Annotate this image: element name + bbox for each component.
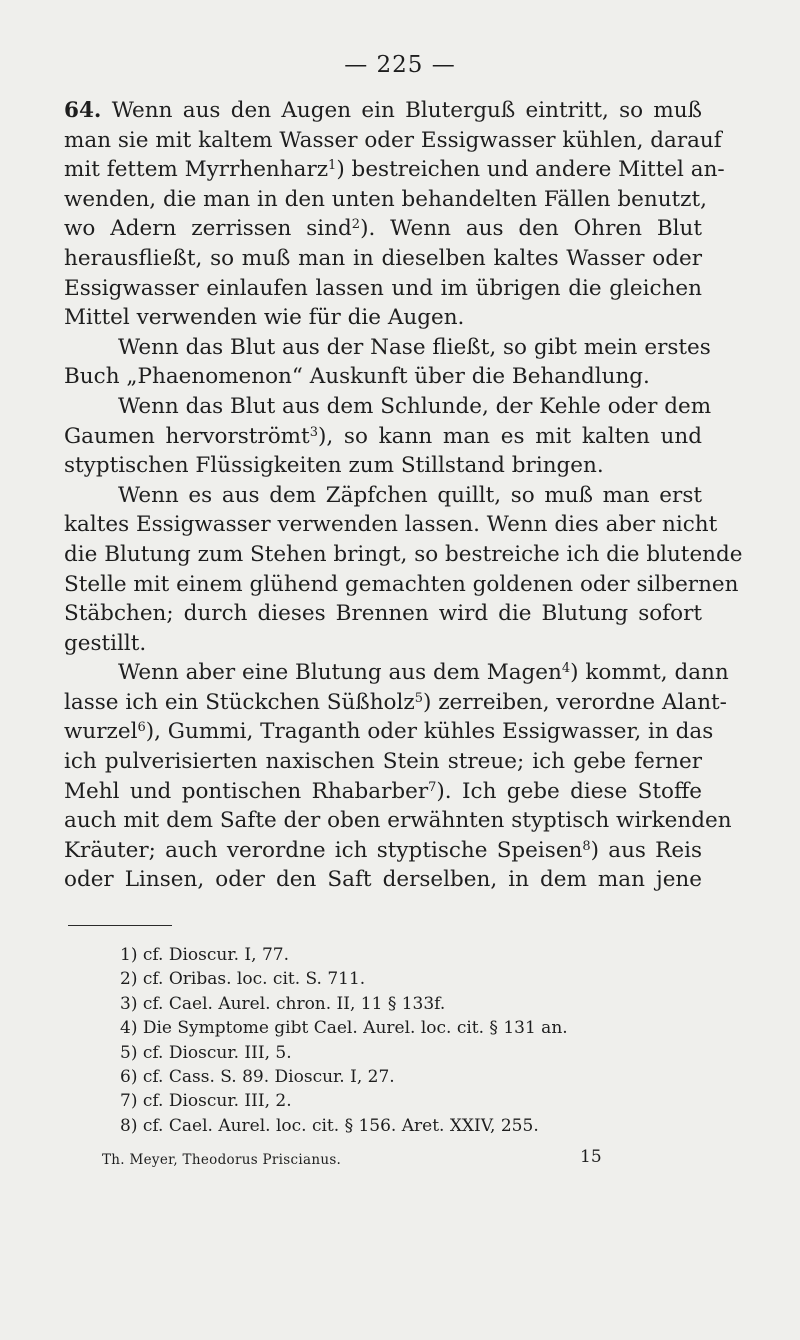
text-line: man sie mit kaltem Wasser oder Essigwasser kühlen, darauf xyxy=(64,127,722,153)
footnote: 1) cf. Dioscur. I, 77. xyxy=(120,945,289,965)
text-line: Mittel verwenden wie für die Augen. xyxy=(64,305,465,331)
footnote-ref: 1 xyxy=(328,158,337,174)
text-line: 64. Wenn aus den Augen ein Bluterguß eintritt, so muß xyxy=(64,98,702,123)
footnote: 6) cf. Cass. S. 89. Dioscur. I, 27. xyxy=(120,1067,395,1088)
text-line: gestillt. xyxy=(64,630,147,656)
footnote-ref: 2 xyxy=(351,217,361,233)
text-line: wurzel$^6$), Gummi, Traganth oder kühles Essigwasser, in das xyxy=(64,719,714,745)
text-line: Stäbchen; durch dieses Brennen wird die Blutung sofort xyxy=(64,601,702,627)
text-line: Wenn das Blut aus dem Schlunde, der Kehle oder dem xyxy=(118,393,712,419)
text-line: Essigwasser einlaufen lassen und im übrigen die gleichen xyxy=(64,275,702,301)
text-line: kaltes Essigwasser verwenden lassen. Wenn dies aber nicht xyxy=(64,512,718,538)
footnote: 4) Die Symptome gibt Cael. Aurel. loc. cit. § 131 an. xyxy=(120,1018,568,1039)
text-line: Stelle mit einem glühend gemachten goldenen oder silbernen xyxy=(64,571,739,597)
text-line: wo Adern zerrissen sind$^2$). Wenn aus den Ohren Blut xyxy=(64,216,702,242)
text-line: Gaumen hervorströmt$^3$), so kann man es mit kalten und xyxy=(64,423,702,449)
text-line: Buch „Phaenomenon“ Auskunft über die Behandlung. xyxy=(64,364,650,390)
text-line: ich pulverisierten naxischen Stein streue; ich gebe ferner xyxy=(64,749,702,775)
footnote: 2) cf. Oribas. loc. cit. S. 711. xyxy=(120,969,366,990)
text-line: Wenn es aus dem Zäpfchen quillt, so muß man erst xyxy=(118,482,702,508)
signature-mark: 15 xyxy=(580,1147,602,1167)
footnote: 8) cf. Cael. Aurel. loc. cit. § 156. Aret. XXIV, 255. xyxy=(120,1115,539,1136)
footnotes xyxy=(120,943,680,1138)
page-number: — 225 — xyxy=(344,52,456,78)
text-line: lasse ich ein Stückchen Süßholz$^5$) zerreiben, verordne Alant- xyxy=(64,689,727,715)
main-text xyxy=(64,96,743,895)
footnote-ref: 8 xyxy=(582,838,591,854)
text-line: styptischen Flüssigkeiten zum Stillstand bringen. xyxy=(64,453,604,479)
footer-author-line: Th. Meyer, Theodorus Priscianus. xyxy=(102,1152,342,1168)
text-line: auch mit dem Safte der oben erwähnten styptisch wirkenden xyxy=(64,808,732,834)
footnote-divider xyxy=(68,925,172,926)
text-line: oder Linsen, oder den Saft derselben, in dem man jene xyxy=(64,867,702,893)
footnote: 7) cf. Dioscur. III, 2. xyxy=(120,1091,292,1112)
text-line: Wenn aber eine Blutung aus dem Magen$^4$) kommt, dann xyxy=(118,660,729,686)
text-line: Mehl und pontischen Rhabarber$^7$). Ich gebe diese Stoffe xyxy=(64,778,702,804)
paragraph-number: 64. xyxy=(64,98,102,123)
footnote-ref: 4 xyxy=(561,661,571,677)
text-line: die Blutung zum Stehen bringt, so bestreiche ich die blutende xyxy=(64,541,743,567)
text-line: Kräuter; auch verordne ich styptische Speisen$^8$) aus Reis xyxy=(64,837,702,863)
text-line: wenden, die man in den unten behandelten Fällen benutzt, xyxy=(64,186,707,212)
footnote: 3) cf. Cael. Aurel. chron. II, 11 § 133f. xyxy=(120,993,446,1014)
text-line: herausfließt, so muß man in dieselben kaltes Wasser oder xyxy=(64,245,702,271)
footnote: 5) cf. Dioscur. III, 5. xyxy=(120,1042,292,1063)
text-line: mit fettem Myrrhenharz$^1$) bestreichen und andere Mittel an- xyxy=(64,157,725,183)
footnote-ref: 6 xyxy=(137,720,146,736)
footnote-ref: 7 xyxy=(428,779,437,795)
text-line: Wenn das Blut aus der Nase fließt, so gibt mein erstes xyxy=(118,334,711,360)
footnote-ref: 5 xyxy=(414,690,423,706)
footnote-ref: 3 xyxy=(309,424,318,440)
